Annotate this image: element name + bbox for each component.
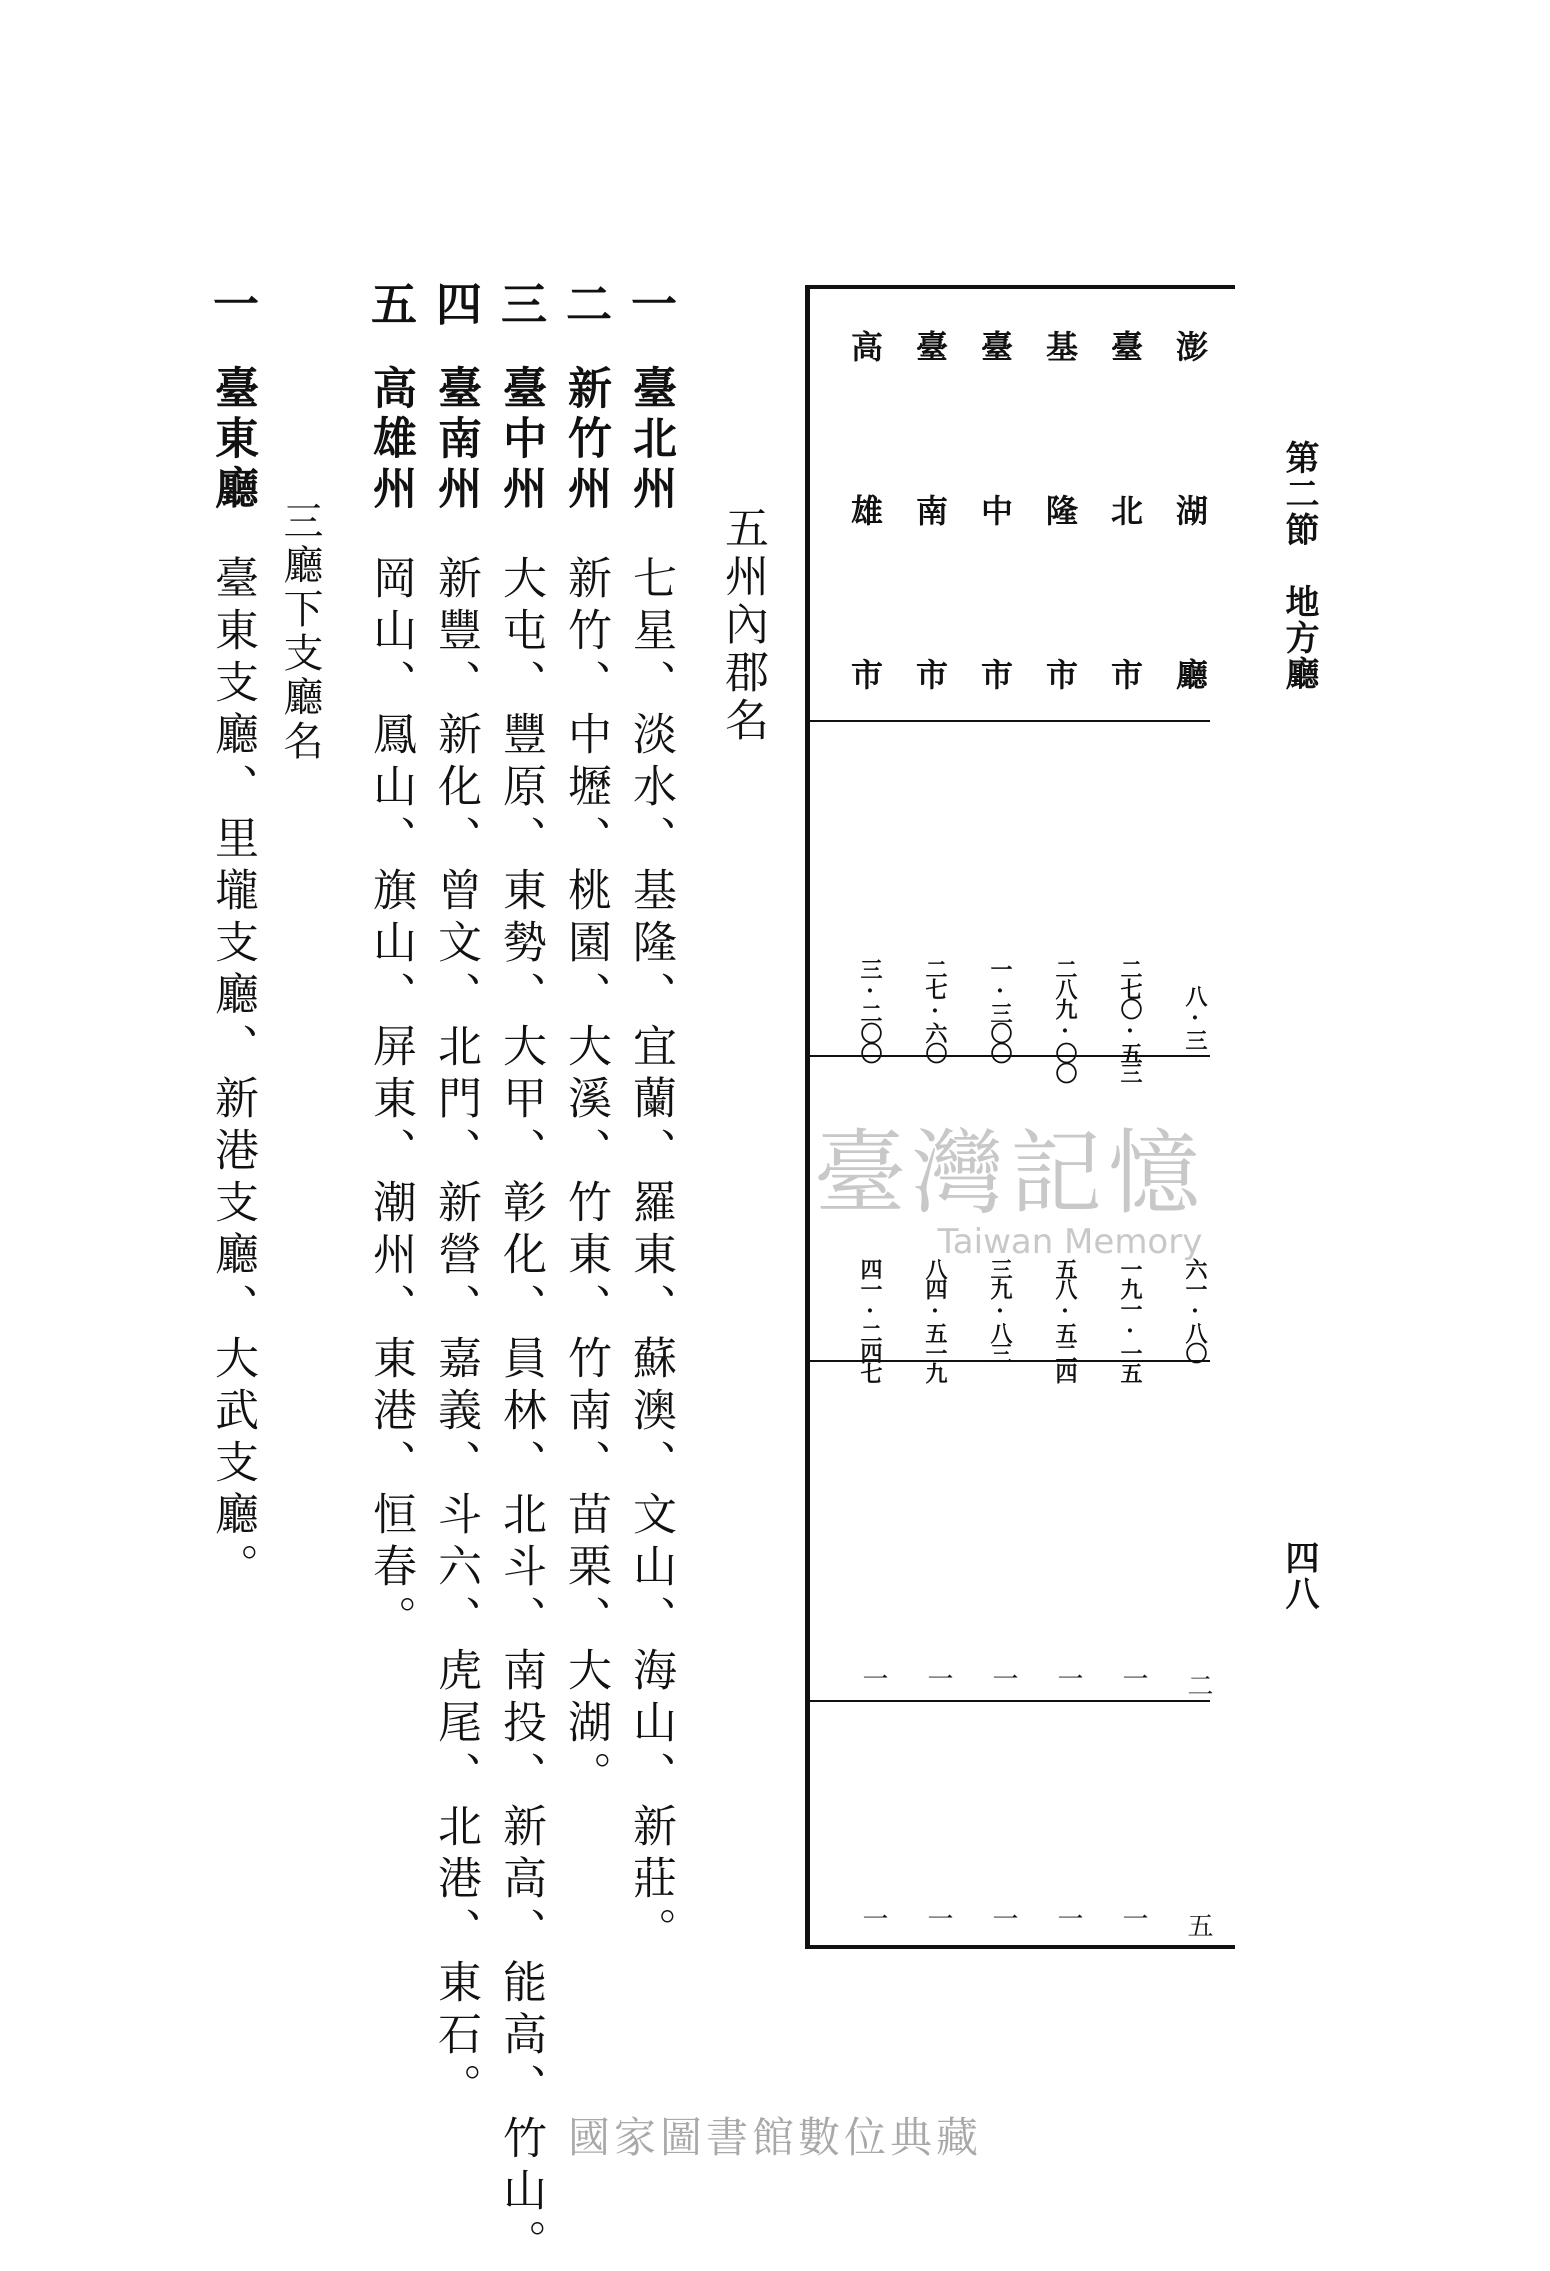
city-name: 澎 湖 廳 [1175, 328, 1208, 694]
count-value-2: 一 [858, 1905, 888, 1931]
section-header: 第二節 地方廳 [1279, 440, 1319, 692]
item-name: 臺北州 [625, 365, 676, 515]
item-number: 一 [624, 280, 678, 326]
count-value-2: 一 [988, 1905, 1018, 1931]
city-name: 臺 中 市 [980, 328, 1013, 694]
item-number: 五 [364, 280, 418, 326]
count-value: 一 [858, 1665, 888, 1691]
area-value: 二八九·〇〇 [1052, 958, 1078, 1082]
population-value: 三九·八三 [987, 1258, 1013, 1362]
population-value: 一九一·一五 [1117, 1258, 1143, 1382]
area-value: 二七·六〇 [922, 958, 948, 1062]
area-value: 二七〇·五三 [1117, 958, 1143, 1082]
watermark-chinese: 臺灣記憶 [813, 1120, 1206, 1227]
count-value: 二 [1183, 1672, 1213, 1698]
item-branches: 臺東支廳、里壠支廳、新港支廳、大武支廳。 [207, 555, 258, 1595]
footer-credit: 國家圖書館數位典藏 [567, 2113, 982, 2162]
count-value: 一 [988, 1665, 1018, 1691]
count-value: 一 [1053, 1665, 1083, 1691]
item-name: 臺南州 [430, 365, 481, 515]
count-value-2: 五 [1183, 1912, 1213, 1938]
table-bottom-rule [805, 1945, 1235, 1949]
item-number: 四 [429, 280, 483, 326]
item-name: 臺東廳 [207, 365, 258, 515]
area-value: 八·三 [1182, 985, 1208, 1049]
count-value: 一 [923, 1665, 953, 1691]
item-name: 臺中州 [495, 365, 546, 515]
table-top-rule [805, 285, 1235, 289]
table-divider-1 [810, 720, 1210, 722]
watermark [760, 1100, 1260, 1262]
item-districts: 新豐、新化、曾文、北門、新營、嘉義、斗六、虎尾、北港、東石。 [430, 555, 481, 2115]
city-name: 臺 南 市 [915, 328, 948, 694]
item-number: 一 [206, 280, 260, 326]
count-value-2: 一 [1118, 1905, 1148, 1931]
item-districts: 七星、淡水、基隆、宜蘭、羅東、蘇澳、文山、海山、新莊。 [625, 555, 676, 1959]
population-value: 八四·五一九 [922, 1258, 948, 1382]
city-name: 基 隆 市 [1045, 328, 1078, 694]
item-districts: 大屯、豐原、東勢、大甲、彰化、員林、北斗、南投、新高、能高、竹山。 [495, 555, 546, 2271]
count-value: 一 [1118, 1665, 1148, 1691]
item-number: 三 [494, 280, 548, 326]
population-value: 四一·二四七 [857, 1258, 883, 1382]
count-value-2: 一 [923, 1905, 953, 1931]
area-value: 三·二〇〇 [857, 958, 883, 1062]
city-name: 臺 北 市 [1110, 328, 1143, 694]
item-name: 新竹州 [560, 365, 611, 515]
page-number: 四八 [1279, 1540, 1319, 1612]
table-divider-4 [810, 1700, 1210, 1702]
population-value: 五八·五二四 [1052, 1258, 1078, 1382]
item-districts: 新竹、中壢、桃園、大溪、竹東、竹南、苗栗、大湖。 [560, 555, 611, 1803]
item-name: 高雄州 [365, 365, 416, 515]
item-number: 二 [559, 280, 613, 326]
city-name: 高 雄 市 [850, 328, 883, 694]
count-value-2: 一 [1053, 1905, 1083, 1931]
branch-offices-heading: 三廳下支廳名 [277, 500, 323, 764]
population-value: 六一·八〇 [1182, 1258, 1208, 1362]
area-value: 一·三〇〇 [987, 958, 1013, 1062]
watermark-english: Taiwan Memory [937, 1222, 1203, 1262]
item-districts: 岡山、鳳山、旗山、屏東、潮州、東港、恒春。 [365, 555, 416, 1647]
prefectures-heading: 五州內郡名 [717, 505, 768, 745]
